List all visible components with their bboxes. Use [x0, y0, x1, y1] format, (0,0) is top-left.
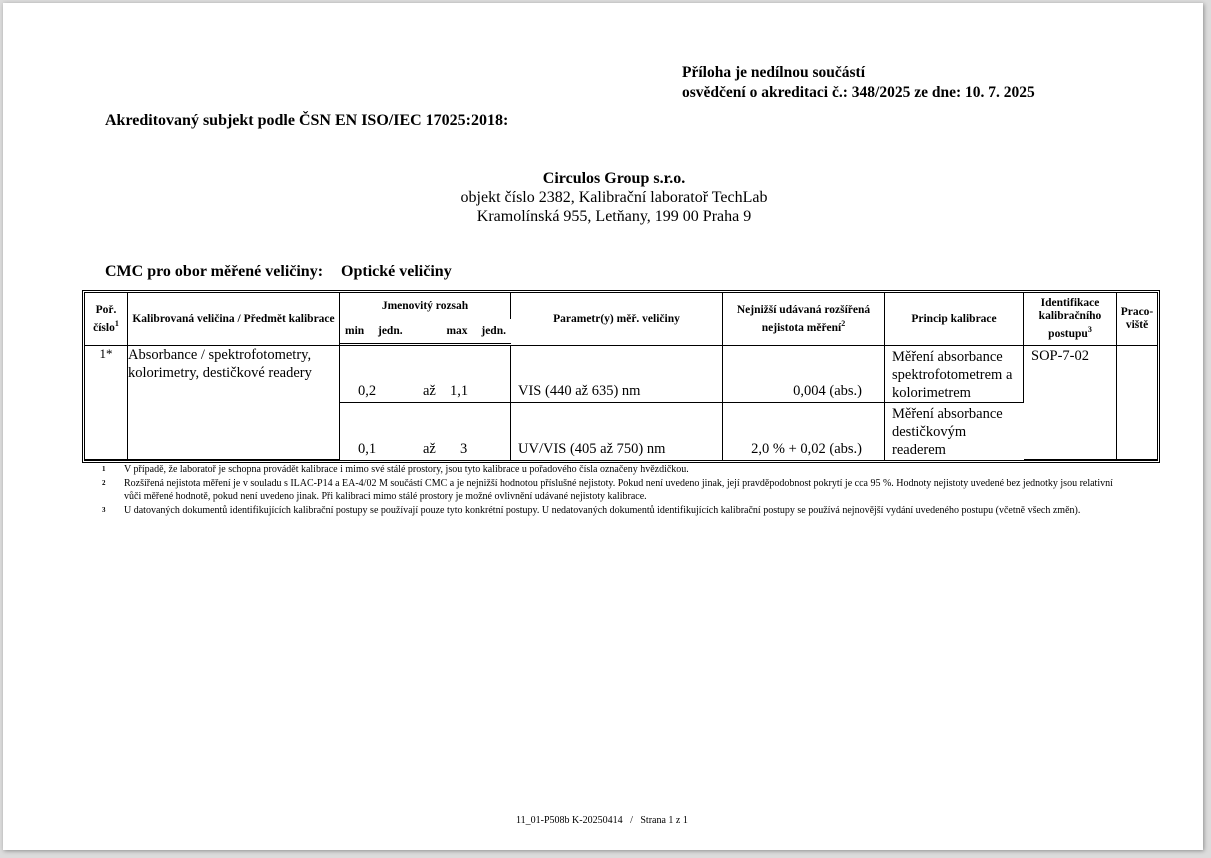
annex-note	[682, 63, 1035, 103]
row-procedure: SOP-7-02	[1024, 346, 1117, 460]
row-number: 1*	[85, 346, 128, 460]
document-page	[3, 3, 1203, 850]
organization-address: Kramolínská 955, Letňany, 199 00 Praha 9	[476, 208, 752, 225]
row-uncertainty: 0,004 (abs.)	[723, 346, 885, 403]
row-parameter: UV/VIS (405 až 750) nm	[511, 403, 723, 460]
header-unit1: jedn.	[378, 324, 403, 337]
header-quantity: Kalibrovaná veličina / Předmět kalibrace	[128, 293, 340, 346]
header-principle: Princip kalibrace	[885, 293, 1024, 346]
cmc-field: Optické veličiny	[341, 263, 452, 280]
range-min: 0,2	[358, 383, 377, 399]
footnote-mark: 3	[102, 506, 106, 514]
footnote-mark: 2	[102, 479, 106, 487]
header-unit2: jedn.	[481, 324, 506, 337]
organization-name: Circulos Group s.r.o.	[542, 170, 686, 187]
header-range-sub	[340, 319, 511, 346]
row-range	[340, 403, 511, 460]
cmc-label: CMC pro obor měřené veličiny:	[105, 263, 324, 280]
footnote-text: V případě, že laboratoř je schopna provádět kalibrace i mimo své stálé prostory, jsou tyto kalibrace u pořadového čísla označeny hvězdičkou.	[124, 464, 689, 475]
footnote-text: Rozšířená nejistota měření je v souladu s ILAC-P14 a EA-4/02 M součástí CMC a je nejnižší hodnotou příslušné nejistoty. Pokud není uvedeno jinak, její pravděpodobnost pokrytí je cca 95 %. Hodnoty nejistoty uvedené bez jednotky jsou relativní vůči měřené hodnotě, pokud není uvedeno jinak. Při kalibraci mimo stálé prostory je možné ovlivnění udávané nejistoty kalibrace.	[124, 478, 1113, 502]
row-uncertainty: 2,0 % + 0,02 (abs.)	[723, 403, 885, 460]
header-workplace: Praco-viště	[1117, 293, 1157, 346]
header-procedure: Identifikace kalibračního postupu$^3$	[1024, 293, 1117, 346]
page-footer: 11_01-P508b K-20250414 / Strana 1 z 1	[516, 815, 688, 826]
footnote-text: U datovaných dokumentů identifikujících kalibrační postupy se používají pouze tyto konkrétní postupy. U nedatovaných dokumentů identifikujících kalibrační postupy se používá nejnovější vydání uvedeného postupu (včetně všech změn).	[124, 505, 1081, 516]
header-range: Jmenovitý rozsah	[340, 293, 511, 319]
range-max: 3	[460, 441, 468, 457]
footnote	[102, 504, 1132, 517]
range-sep: až	[423, 441, 436, 457]
footnote	[102, 477, 1132, 503]
organization-object: objekt číslo 2382, Kalibrační laboratoř TechLab	[460, 189, 768, 206]
range-sep: až	[423, 383, 436, 399]
cmc-heading	[105, 263, 452, 281]
range-min: 0,1	[358, 441, 377, 457]
header-min: min	[345, 324, 365, 337]
row-range	[340, 346, 511, 403]
annex-line-2: osvědčení o akreditaci č.: 348/2025 ze dne: 10. 7. 2025	[682, 84, 1035, 101]
header-parameter: Parametr(y) měř. veličiny	[511, 293, 723, 346]
footnotes	[102, 463, 1132, 518]
row-principle: Měření absorbance destičkovým readerem	[892, 406, 1003, 458]
header-no: Poř. číslo$^1$	[85, 293, 128, 346]
row-parameter: VIS (440 až 635) nm	[511, 346, 723, 403]
footnote-mark: 1	[102, 465, 106, 473]
footnote	[102, 463, 1132, 476]
row-principle: Měření absorbance spektrofotometrem a kolorimetrem	[885, 346, 1024, 403]
cmc-table	[82, 290, 1160, 463]
accredited-subject-heading: Akreditovaný subjekt podle ČSN EN ISO/IEC 17025:2018:	[105, 112, 509, 129]
table-row	[85, 346, 1157, 403]
header-uncertainty: Nejnižší udávaná rozšířená nejistota měření$^2$	[723, 293, 885, 346]
annex-line-1: Příloha je nedílnou součástí	[682, 64, 866, 81]
row-quantity: Absorbance / spektrofotometry, kolorimetry, destičkové readery	[128, 346, 340, 460]
range-max: 1,1	[450, 383, 469, 399]
header-max: max	[446, 324, 468, 337]
row-workplace	[1117, 346, 1157, 460]
